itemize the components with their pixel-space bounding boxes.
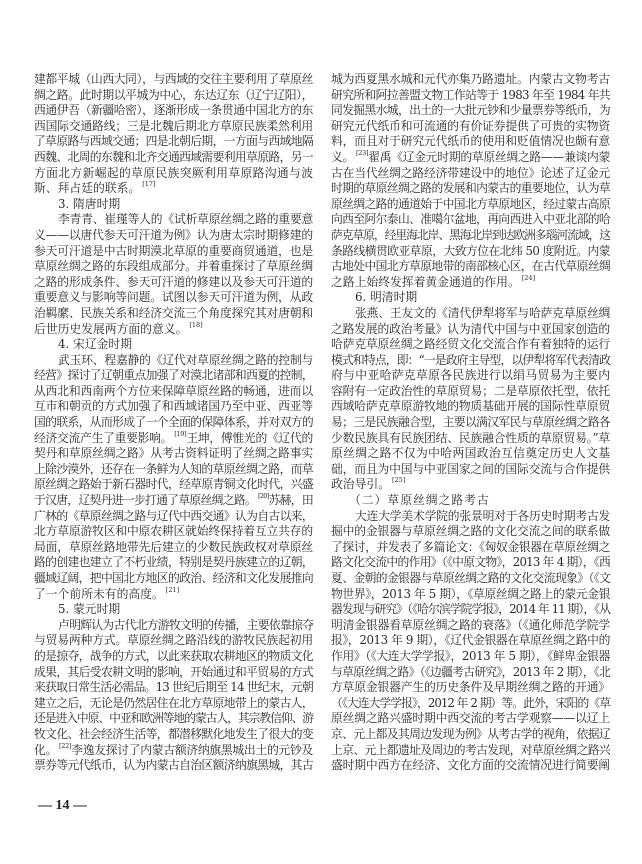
text-line xyxy=(331,415,610,431)
text-line xyxy=(34,306,313,322)
paragraph xyxy=(34,212,313,337)
text-segment: 器发现与研究》（《哈尔滨学院学报》，2014 年 11 期），《从 xyxy=(331,602,610,617)
text-line xyxy=(331,540,610,556)
text-line xyxy=(331,322,610,338)
text-segment: 盛时期中西方在经济、文化方面的交流情况进行简要阐 xyxy=(331,758,610,773)
text-segment: 与草原丝绸之路》（《边疆考古研究》，2013 年 2 期），《北 xyxy=(331,664,610,679)
text-segment: 时期的草原丝绸之路的发展和内蒙古的重要地位，认为草 xyxy=(331,181,610,196)
text-line xyxy=(331,462,610,478)
text-segment: 翟禹《辽金元时期的草原丝绸之路——兼谈内蒙 xyxy=(368,149,610,164)
text-segment: 卢明辉认为古代北方游牧文明的传播，主要依靠掠夺 xyxy=(58,617,314,632)
text-line xyxy=(331,353,610,369)
text-line xyxy=(331,509,610,525)
citation-reference: [25] xyxy=(392,476,406,485)
text-segment: 西域哈萨克草原游牧地的物质基础开展的国际性草原贸 xyxy=(331,399,610,414)
text-line xyxy=(34,587,313,603)
text-line xyxy=(34,150,313,166)
text-segment: 西魏、北周的东魏和北齐交通西域需要利用草原路，另一 xyxy=(34,149,313,164)
text-segment: 明清金银器看草原丝绸之路的衰落》（《通化师范学院学 xyxy=(331,617,610,632)
text-segment: 报》，2013 年 9 期），《辽代金银器在草原丝绸之路中的 xyxy=(331,633,610,648)
text-line xyxy=(331,306,610,322)
text-segment: 研究所和阿拉善盟文物工作站等于 1983 年至 1984 年共 xyxy=(331,87,610,102)
text-line xyxy=(34,509,313,525)
citation-reference: [23] xyxy=(356,148,369,157)
citation-reference: [21] xyxy=(165,585,180,594)
text-segment: 古地处中国北方草原地带的南部核心区，在古代草原丝绸 xyxy=(331,259,610,274)
text-line xyxy=(331,587,610,603)
text-segment: 了一个前所未有的高度。 xyxy=(34,586,164,601)
text-segment: 西通伊吾（新疆哈密），逐渐形成一条贯通中国北方的东 xyxy=(34,103,314,118)
text-line xyxy=(34,119,313,135)
citation-reference: [18] xyxy=(189,320,203,329)
text-line xyxy=(331,633,610,649)
text-segment: 少数民族具有民族团结、民族融合性质的草原贸易。”草 xyxy=(331,430,610,445)
text-line xyxy=(34,446,313,462)
text-line xyxy=(34,88,313,104)
text-segment: 料，而且对于研究元代纸币的使用和贬值情况也颇有意 xyxy=(331,134,610,149)
text-segment: 古在当代丝绸之路经济带建设中的地位》论述了辽金元 xyxy=(331,165,610,180)
text-segment: 条路线横贯欧亚草原，大致方位在北纬 50 度附近。内蒙 xyxy=(331,243,610,258)
text-segment: 西国际交通路线；三是北魏后期北方草原民族柔然利用 xyxy=(34,118,313,133)
text-line xyxy=(34,181,313,197)
text-line xyxy=(34,462,313,478)
citation-reference: [22] xyxy=(59,741,72,750)
paragraph xyxy=(331,509,610,774)
text-segment: 同发掘黑水城，出土的一大批元钞和少量票券等纸币，为 xyxy=(331,103,610,118)
text-line xyxy=(34,228,313,244)
text-segment: 治羁縻、民族关系和经济交流三个角度探究其对唐朝和 xyxy=(34,305,313,320)
text-line xyxy=(34,259,313,275)
text-line xyxy=(331,555,610,571)
text-segment: （二）草原丝绸之路考古 xyxy=(349,493,490,508)
text-line xyxy=(34,384,313,400)
text-line xyxy=(34,212,313,228)
text-segment: 的是掠夺，战争的方式，以此来获取农耕地区的物质文化 xyxy=(34,648,313,663)
text-segment: 广林的《草原丝绸之路与辽代中西交通》认为自古以来， xyxy=(34,508,313,523)
text-segment: 李青青、崔瑾等人的《试析草原丝绸之路的重要意 xyxy=(58,212,314,227)
text-line xyxy=(34,665,313,681)
text-segment: 夏、金朝的金银器与草原丝绸之路的文化交流现象》（《文 xyxy=(331,571,611,585)
text-segment: 国的联系，从而形成了一个全面的保障体系，并对双方的 xyxy=(34,415,313,430)
text-line xyxy=(34,290,313,306)
text-line xyxy=(331,743,610,759)
text-line xyxy=(331,696,610,712)
text-segment: 北方草原游牧区和中原农耕区就始终保持着互立共存的 xyxy=(34,524,313,539)
text-line xyxy=(331,368,610,384)
text-segment: 上除沙漠外，还存在一条鲜为人知的草原丝绸之路，而草 xyxy=(34,461,313,476)
text-line xyxy=(331,477,610,493)
text-segment: 参天可汗道是中古时期漠北草原的重要商贸通道，也是 xyxy=(34,243,313,258)
text-line xyxy=(34,649,313,665)
text-segment: 方面北方新崛起的草原民族突厥利用草原路沟通与波 xyxy=(34,165,313,180)
text-line xyxy=(34,103,313,119)
text-line xyxy=(331,399,610,415)
text-line xyxy=(34,134,313,150)
text-line xyxy=(331,212,610,228)
text-line xyxy=(331,727,610,743)
section-heading xyxy=(34,602,313,618)
text-line xyxy=(34,166,313,182)
text-segment: 斯、拜占廷的联系。 xyxy=(34,181,141,196)
text-line xyxy=(34,244,313,260)
text-segment: 萨克草原，经里海北岸、黑海北岸到达欧洲多瑙河流域，这 xyxy=(331,227,610,242)
text-line xyxy=(34,524,313,540)
text-segment: 哈萨克草原丝绸之路经贸文化交流合作有着独特的运行 xyxy=(331,337,610,352)
text-line xyxy=(331,493,610,509)
text-line xyxy=(331,571,610,587)
text-line xyxy=(34,571,313,587)
text-line xyxy=(34,540,313,556)
text-line xyxy=(34,618,313,634)
text-line xyxy=(34,680,313,696)
text-line xyxy=(34,711,313,727)
text-line xyxy=(331,337,610,353)
text-line xyxy=(34,353,313,369)
text-line xyxy=(331,197,610,213)
section-heading xyxy=(34,337,313,353)
text-line xyxy=(331,259,610,275)
left-column xyxy=(34,72,313,774)
section-heading xyxy=(331,493,610,509)
text-segment: 方草原金银器产生的历史条件及早期丝绸之路的开通》 xyxy=(331,680,610,695)
text-segment: 疆域辽阔，把中国北方地区的政治、经济和文化发展推向 xyxy=(34,571,313,585)
text-segment: 易；三是民族融合型，主要以满汉军民与草原丝绸之路各 xyxy=(331,415,610,430)
text-line xyxy=(34,275,313,291)
text-segment: 义。 xyxy=(331,149,355,164)
text-segment: 掘中的金银器与草原丝绸之路的文化交流之间的联系做 xyxy=(331,524,610,539)
paragraph xyxy=(331,72,610,290)
text-segment: 牧文化、社会经济生活等，都潜移默化地发生了很大的变 xyxy=(34,726,313,741)
text-segment: 武玉环、程嘉静的《辽代对草原丝绸之路的控制与 xyxy=(58,352,314,367)
text-line xyxy=(331,134,610,150)
text-segment: 互市和朝贡的方式加强了和西域诸国乃至中亚、西亚等 xyxy=(34,399,313,414)
text-line xyxy=(331,244,610,260)
text-segment: 础，而且为中国与中亚国家之间的国际交流与合作提供 xyxy=(331,461,610,476)
text-line xyxy=(34,602,313,618)
text-segment: 重要意义与影响等问题。试图以参天可汗道为例，从政 xyxy=(34,290,313,305)
text-segment: 之路的形成条件、参天可汗道的修建以及参天可汗道的 xyxy=(34,274,313,289)
text-segment: 上京、元上都遗址及周边的考古发现，对草原丝绸之路兴 xyxy=(331,742,610,757)
text-segment: 4. 宋辽金时期 xyxy=(58,337,132,352)
text-segment: 后世历史发展两方面的意义。 xyxy=(34,321,188,336)
text-line xyxy=(34,477,313,493)
text-line xyxy=(331,228,610,244)
text-segment: 政治导引。 xyxy=(331,477,390,492)
text-segment: 路文化交流中的作用》（《中原文物》，2013 年 4 期），《西 xyxy=(331,555,610,570)
text-line xyxy=(331,290,610,306)
text-segment: 研究元代纸币和可流通的有价证券提供了可贵的实物资 xyxy=(331,118,610,133)
text-segment: 于汉唐，辽契丹进一步打通了草原丝绸之路。 xyxy=(34,493,257,508)
text-line xyxy=(331,431,610,447)
text-segment: 经济交流产生了重要影响。 xyxy=(34,430,173,445)
text-line xyxy=(34,555,313,571)
text-segment: 6. 明清时期 xyxy=(355,290,418,305)
text-line xyxy=(331,758,610,774)
text-line xyxy=(331,181,610,197)
text-segment: 作用》（《大连大学学报》，2013 年 5 期），《鲜卑金银器 xyxy=(331,648,610,663)
text-segment: 经营》探讨了辽朝重点加强了对漠北诸部和西夏的控制， xyxy=(34,368,313,383)
text-segment: 化。 xyxy=(34,742,58,757)
text-segment: 还是进入中原、中亚和欧洲等地的蒙古人，其宗教信仰、游 xyxy=(34,711,313,726)
text-line xyxy=(331,665,610,681)
section-heading xyxy=(34,197,313,213)
text-segment: 5. 蒙元时期 xyxy=(58,602,121,617)
text-line xyxy=(331,524,610,540)
text-segment: 府与中亚哈萨克草原各民族进行以绢马贸易为主要内 xyxy=(331,368,610,383)
text-segment: 京、元上都及其周边发现为例》从考古学的视角，依据辽 xyxy=(331,726,610,741)
text-line xyxy=(34,415,313,431)
right-column xyxy=(331,72,610,774)
text-segment: 建立之后，无论是仍然居住在北方草原地带上的蒙古人， xyxy=(34,695,313,710)
text-segment: 局面，草原丝路地带先后建立的少数民族政权对草原丝 xyxy=(34,539,313,554)
text-segment: 3. 隋唐时期 xyxy=(58,196,121,211)
text-segment: 草原丝绸之路的东段组成部分。并着重探讨了草原丝绸 xyxy=(34,259,313,274)
text-segment: 原丝绸之路不仅为中哈两国政治互信奠定历史人文基 xyxy=(331,446,610,461)
text-line xyxy=(331,150,610,166)
citation-reference: [24] xyxy=(521,273,536,282)
text-line xyxy=(34,696,313,712)
text-line xyxy=(34,322,313,338)
text-segment: 之路发展的政治考量》认为清代中国与中亚国家创造的 xyxy=(331,321,610,336)
text-segment: 容附有一定政治性的草原贸易；二是草原依托型，依托 xyxy=(331,383,610,398)
paragraph xyxy=(34,618,313,774)
text-segment: 原丝绸之路的通道始于中国北方草原地区，经过蒙古高原 xyxy=(331,196,610,211)
text-segment: 王坤，傅惟光的《辽代的 xyxy=(186,430,314,445)
text-line xyxy=(331,711,610,727)
text-segment: 路的创建也建立了不朽业绩，特别是契丹族建立的辽朝， xyxy=(34,555,313,570)
text-segment: 了草原路与西域交通；四是北朝后期，一方面与西域地隔 xyxy=(34,134,313,149)
text-segment: 大连大学美术学院的张景明对于各历史时期考古发 xyxy=(355,508,611,523)
text-segment: 原丝绸之路始于新石器时代，经草原青铜文化时代，兴盛 xyxy=(34,477,313,492)
text-line xyxy=(331,618,610,634)
text-segment: 绸之路。此时期以平城为中心，东达辽东（辽宁辽阳）， xyxy=(34,87,314,102)
text-segment: 契丹和草原丝绸之路》从考古资料证明了丝绸之路事实 xyxy=(34,446,313,461)
citation-reference: [17] xyxy=(142,180,156,189)
text-line xyxy=(34,399,313,415)
text-segment: 成果，其后受农耕文明的影响，开始通过和平贸易的方式 xyxy=(34,664,313,679)
text-segment: 原丝绸之路兴盛时期中西交流的考古学观察——以辽上 xyxy=(331,711,610,726)
text-segment: 了探讨，并发表了多篇论文：《匈奴金银器在草原丝绸之 xyxy=(331,539,611,554)
citation-reference: [20] xyxy=(258,492,269,501)
text-line xyxy=(34,337,313,353)
text-line xyxy=(331,119,610,135)
text-line xyxy=(331,680,610,696)
text-line xyxy=(331,446,610,462)
text-line xyxy=(331,103,610,119)
text-line xyxy=(331,649,610,665)
text-line xyxy=(34,743,313,759)
text-segment: （《大连大学学报》，2012 年 2 期）等。此外，宋阳的《草 xyxy=(331,695,610,710)
citation-reference: [19] xyxy=(174,429,187,438)
section-heading xyxy=(331,290,610,306)
text-line xyxy=(34,431,313,447)
paragraph xyxy=(34,72,313,197)
text-line xyxy=(331,166,610,182)
text-segment: 城为西夏黑水城和元代亦集乃路遗址。内蒙古文物考古 xyxy=(331,72,610,86)
text-segment: 来获取日常生活必需品。13 世纪后期至 14 世纪末，元朝 xyxy=(34,680,313,695)
text-line xyxy=(331,384,610,400)
text-line xyxy=(34,633,313,649)
text-segment: 义——以唐代参天可汗道为例》认为唐太宗时期修建的 xyxy=(34,227,313,242)
text-line xyxy=(34,493,313,509)
text-segment: 张燕、王友文的《清代伊犁将军与哈萨克草原丝绸 xyxy=(355,305,611,320)
text-segment: 苏赫，田 xyxy=(268,493,313,508)
text-segment: 李逸友探讨了内蒙古额济纳旗黑城出土的元钞及 xyxy=(71,742,313,757)
text-line xyxy=(331,72,610,88)
text-segment: 从西北和西南两个方位来保障草原丝路的畅通，进而以 xyxy=(34,383,313,398)
text-segment: 物世界》，2013 年 5 期），《草原丝绸之路上的蒙元金银 xyxy=(331,586,610,601)
paragraph xyxy=(331,306,610,493)
text-line xyxy=(331,275,610,291)
text-line xyxy=(34,368,313,384)
text-segment: 票券等元代纸币，认为内蒙古自治区额济纳旗黑城，其古 xyxy=(34,758,313,773)
text-line xyxy=(34,727,313,743)
text-segment: 向西至阿尔泰山、准噶尔盆地，再向西进入中亚北部的哈 xyxy=(331,212,610,227)
page-number: — 14 — xyxy=(38,798,87,813)
text-line xyxy=(331,88,610,104)
paragraph xyxy=(34,353,313,603)
text-segment: 之路上始终发挥着黄金通道的作用。 xyxy=(331,274,520,289)
text-line xyxy=(331,602,610,618)
text-segment: 与贸易两种方式。草原丝绸之路沿线的游牧民族起初用 xyxy=(34,633,313,648)
text-segment: 建都平城（山西大同），与西域的交往主要利用了草原丝 xyxy=(34,72,314,86)
text-line xyxy=(34,72,313,88)
text-line xyxy=(34,197,313,213)
text-line xyxy=(34,758,313,774)
text-segment: 模式和特点，即：“一是政府主导型，以伊犁将军代表清政 xyxy=(331,352,610,367)
